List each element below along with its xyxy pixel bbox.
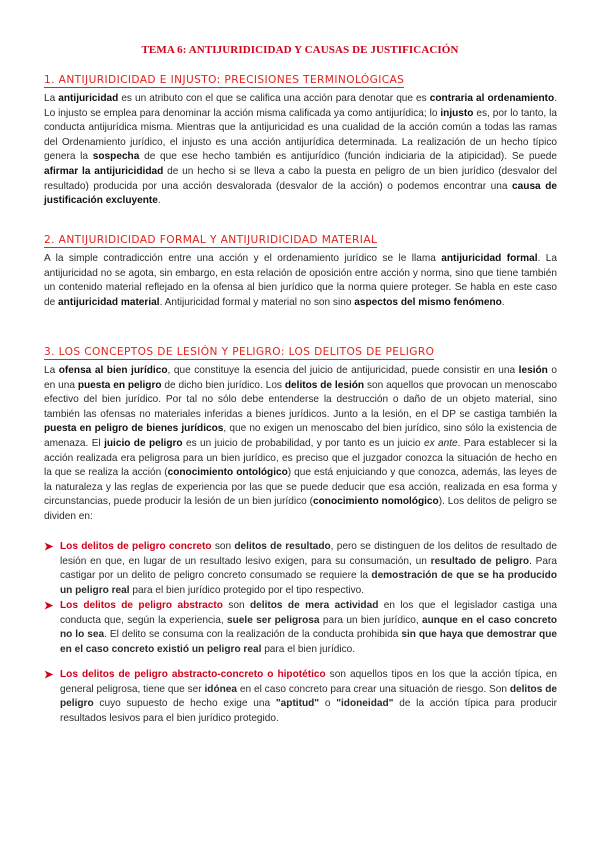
- section-3-paragraph: La ofensa al bien jurídico, que constituye la esencia del juicio de antijuricidad, puede consistir en una lesión o en una puesta en peligro de dicho bien jurídico. Los delitos de lesión son aquellos que provocan un menoscabo efectivo del bien jurídico. Por tal no sólo debe entenderse la destrucción o daño de un objeto material, sino también las ofensas no materiales inferidas a bienes jurídicos. Junto a la lesión, en el DP se castiga también la puesta en peligro de bienes jurídicos, que no exigen un menoscabo del bien jurídico, sino sólo la existencia de amenaza. El juicio de peligro es un juicio de probabilidad, y por tanto es un juicio ex ante. Para establecer si la acción realizada era peligrosa para un bien jurídico, es preciso que el juzgador conozca la situación de hecho en la que se realiza la acción (conocimiento ontológico) que está enjuiciando y que conozca, además, las leyes de la naturaleza y las reglas de experiencia por las que se puede deducir que esa acción, realizada en esa forma y circunstancias, puede producir la lesión de un bien jurídico (conocimiento nomológico). Los delitos de peligro se dividen en:: [44, 365, 557, 522]
- section-2-heading: 2. ANTIJURIDICIDAD FORMAL Y ANTIJURIDICIDAD MATERIAL: [44, 234, 378, 246]
- section-1-heading: 1. ANTIJURIDICIDAD E INJUSTO: PRECISIONES TERMINOLÓGICAS: [44, 74, 405, 86]
- document-title: TEMA 6: ANTIJURIDICIDAD Y CAUSAS DE JUSTIFICACIÓN: [141, 44, 459, 56]
- arrow-bullet-icon: ➤: [44, 541, 54, 553]
- section-2-paragraph: A la simple contradicción entre una acción y el ordenamiento jurídico se le llama antijuricidad formal. La antijuricidad no se agota, sin embargo, en esta relación de oposición entre acción y norma, sino que tiene también un contenido material reflejado en la ofensa al bien jurídico que la norma quiere proteger. Se habla en este caso de antijuricidad material. Antijuricidad formal y material no son sino aspectos del mismo fenómeno.: [44, 253, 558, 308]
- bullet-peligro-hipotetico: ➤ Los delitos de peligro abstracto-concreto o hipotético son aquellos tipos en los que la acción típica, en general peligrosa, tiene que ser idónea en el caso concreto para crear una situación de riesgo. Son delitos de peligro cuyo supuesto de hecho exige una "aptitud" o "idoneidad" de la acción típica para producir resultados lesivos para el bien jurídico protegido.: [44, 669, 557, 724]
- section-1-paragraph: La antijuricidad es un atributo con el que se califica una acción para denotar que es contraria al ordenamiento. Lo injusto se emplea para denominar la acción misma calificada ya como antijurídica; lo injusto es, por lo tanto, la conducta antijurídica misma. Mientras que la antijuricidad es una cualidad de la acción común a todas las ramas del Ordenamiento jurídico, el injusto es una acción antijurídica determinada. La realización de un hecho típico genera la sospecha de que ese hecho también es antijurídico (función indiciaria de la atipicidad). Se puede afirmar la antijuricididad de un hecho si se lleva a cabo la puesta en peligro de un bien jurídico (desvalor del resultado) producida por una acción desvalorada (desvalor de la acción) o podemos encontrar una causa de justificación excluyente.: [44, 93, 558, 207]
- section-3-heading: 3. LOS CONCEPTOS DE LESIÓN Y PELIGRO: LOS DELITOS DE PELIGRO: [44, 346, 435, 358]
- bullet-peligro-abstracto: ➤ Los delitos de peligro abstracto son delitos de mera actividad en los que el legislador castiga una conducta que, según la experiencia, suele ser peligrosa para un bien jurídico, aunque en el caso concreto no lo sea. El delito se consuma con la realización de la conducta prohibida sin que haya que demostrar que en el caso concreto existió un peligro real para el bien jurídico.: [44, 600, 558, 655]
- arrow-bullet-icon: ➤: [44, 600, 54, 612]
- arrow-bullet-icon: ➤: [44, 669, 54, 681]
- bullet-peligro-concreto: ➤ Los delitos de peligro concreto son delitos de resultado, pero se distinguen de los delitos de resultado de lesión en que, en lugar de un resultado lesivo exigen, para su consumación, un resultado de peligro. Para castigar por un delito de peligro concreto consumado se requiere la demostración de que se ha producido un peligro real para el bien jurídico protegido por el tipo respectivo.: [44, 541, 557, 596]
